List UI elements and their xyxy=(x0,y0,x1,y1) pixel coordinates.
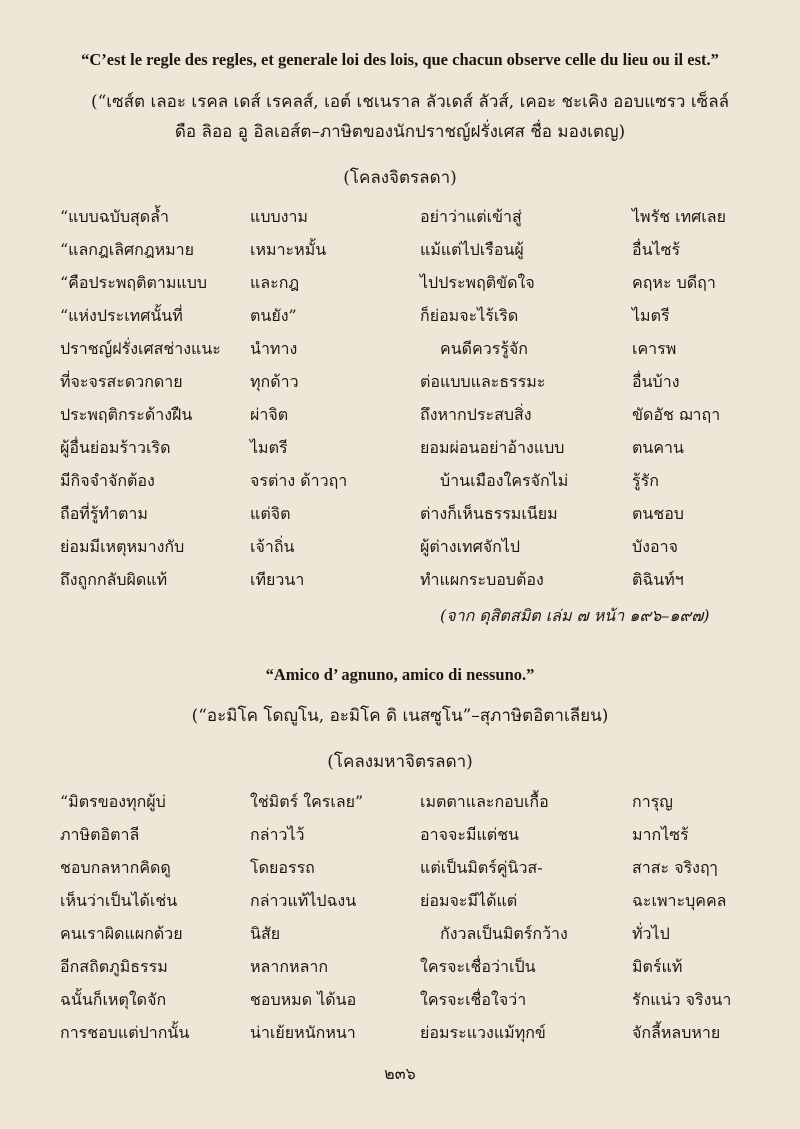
poem-line xyxy=(0,436,800,468)
poem-phrase: ภาษิตอิตาลี xyxy=(60,825,140,844)
poem-phrase: ต่างก็เห็นธรรมเนียม xyxy=(420,504,558,523)
poem-meter-heading-1: (โคลงจิตรลดา) xyxy=(343,168,457,188)
poem-phrase: ทำแผกระบอบต้อง xyxy=(420,570,544,589)
poem-phrase: เมตตาและกอบเกื้อ xyxy=(420,792,549,811)
poem-phrase: มากไซร้ xyxy=(632,825,689,844)
poem-phrase: สาสะ จริงฤๅ xyxy=(632,858,718,877)
poem-line xyxy=(0,271,800,303)
poem-phrase: คนเราผิดแผกด้วย xyxy=(60,924,183,943)
poem-line xyxy=(0,823,800,855)
poem-line xyxy=(0,238,800,270)
poem-phrase: ชอบกลหากคิดดู xyxy=(60,858,171,877)
poem-line xyxy=(0,502,800,534)
french-transliteration-line-2: ดือ ลิออ อู อิลเอส์ต–ภาษิตของนักปราชญ์ฝรั่งเศส ชื่อ มองเตญ) xyxy=(174,122,626,142)
poem-line xyxy=(0,988,800,1020)
poem-line xyxy=(0,922,800,954)
italian-transliteration: (“อะมิโค โดญูโน, อะมิโค ดิ เนสซูโน”–สุภาษิตอิตาเลียน) xyxy=(191,706,609,726)
poem-phrase: ขัดอัช ฌาฤา xyxy=(632,405,721,424)
poem-phrase: ไมตรี xyxy=(632,306,670,325)
poem-line xyxy=(0,790,800,822)
poem-phrase: มีกิจจำจักต้อง xyxy=(60,471,155,490)
poem-phrase: หลากหลาก xyxy=(250,957,329,976)
poem-phrase: ยอมผ่อนอย่าอ้างแบบ xyxy=(420,438,565,457)
poem-phrase: “แลกฎเลิศกฎหมาย xyxy=(60,240,195,259)
poem-phrase: และกฎ xyxy=(250,273,300,292)
poem-phrase: ถึงถูกกลับผิดแท้ xyxy=(60,570,168,589)
poem-line xyxy=(0,304,800,336)
poem-phrase: ใครจะเชื่อว่าเป็น xyxy=(420,957,536,976)
poem-phrase: นิสัย xyxy=(250,924,281,943)
poem-line xyxy=(0,955,800,987)
poem-phrase: ผู้ต่างเทศจักไป xyxy=(420,537,520,556)
poem-phrase: แม้แต่ไปเรือนผู้ xyxy=(420,240,524,259)
poem-phrase: เทียวนา xyxy=(250,570,305,589)
poem-phrase: โดยอรรถ xyxy=(250,858,315,877)
poem-phrase: อื่นไซร้ xyxy=(632,240,681,259)
poem-phrase: จักลี้หลบหาย xyxy=(632,1023,721,1042)
poem-phrase: คนดีควรรู้จัก xyxy=(440,339,528,358)
poem-line xyxy=(0,856,800,888)
poem-phrase: เจ้าถิ่น xyxy=(250,537,295,556)
page-number: ๒๓๖ xyxy=(384,1064,416,1083)
poem-phrase: ชอบหมด ได้นอ xyxy=(250,990,357,1009)
poem-phrase: การุญ xyxy=(632,792,673,811)
poem-phrase: อาจจะมีแต่ชน xyxy=(420,825,519,844)
poem-phrase: ตนคาน xyxy=(632,438,684,457)
french-proverb: “C’est le regle des regles, et generale loi des lois, que chacun observe celle du lieu ou il est.” xyxy=(81,50,719,69)
poem-phrase: ทั่วไป xyxy=(632,924,670,943)
poem-phrase: ฉะเพาะบุคคล xyxy=(632,891,727,910)
poem-phrase: นำทาง xyxy=(250,339,298,358)
poem-phrase: มิตร์แท้ xyxy=(632,957,683,976)
poem-phrase: ตนชอบ xyxy=(632,504,684,523)
french-transliteration-line-1: (“เซส์ต เลอะ เรคล เดส์ เรคลส์, เอต์ เชเนราล ลัวเดส์ ลัวส์, เคอะ ชะเคิง ออบแซรว เซ็ลล์ xyxy=(90,92,730,112)
poem-line xyxy=(0,889,800,921)
poem-phrase: ถึงหากประสบสิ่ง xyxy=(420,405,532,424)
poem-phrase: เห็นว่าเป็นได้เช่น xyxy=(60,891,178,910)
poem-phrase: ไมตรี xyxy=(250,438,288,457)
poem-phrase: ประพฤติกระด้างฝืน xyxy=(60,405,193,424)
poem-phrase: ทุกด้าว xyxy=(250,372,299,391)
poem-phrase: เหมาะหมั้น xyxy=(250,240,327,259)
poem-line xyxy=(0,370,800,402)
poem-phrase: ถือที่รู้ทำตาม xyxy=(60,504,148,523)
poem-phrase: ต่อแบบและธรรมะ xyxy=(420,372,546,391)
citation: (จาก ดุสิตสมิต เล่ม ๗ หน้า ๑๙๖–๑๙๗) xyxy=(440,606,710,625)
poem-phrase: “แบบฉบับสุดล้ำ xyxy=(60,207,169,226)
italian-proverb: “Amico d’ agnuno, amico di nessuno.” xyxy=(265,665,535,684)
poem-phrase: กล่าวไว้ xyxy=(250,825,305,844)
poem-phrase: ก็ย่อมจะไร้เริด xyxy=(420,306,519,325)
poem-phrase: จรต่าง ด้าวฤา xyxy=(250,471,348,490)
poem-phrase: “คือประพฤติตามแบบ xyxy=(60,273,208,292)
poem-phrase: “มิตรของทุกผู้บ่ xyxy=(60,792,166,811)
poem-phrase: การชอบแต่ปากนั้น xyxy=(60,1023,190,1042)
poem-phrase: อีกสถิตภูมิธรรม xyxy=(60,957,168,976)
poem-line xyxy=(0,337,800,369)
poem-line xyxy=(0,535,800,567)
poem-phrase: ย่อมระแวงแม้ทุกข์ xyxy=(420,1023,546,1042)
poem-meter-heading-2: (โคลงมหาจิตรลดา) xyxy=(327,752,473,772)
poem-phrase: เคารพ xyxy=(632,339,677,358)
poem-phrase: ย่อมจะมีได้แต่ xyxy=(420,891,518,910)
poem-phrase: ผู้อื่นย่อมร้าวเริด xyxy=(60,438,171,457)
poem-phrase: ผ่าจิต xyxy=(250,405,289,424)
poem-phrase: บ้านเมืองใครจักไม่ xyxy=(440,471,569,490)
poem-phrase: กล่าวแท้ไปฉงน xyxy=(250,891,357,910)
poem-line xyxy=(0,469,800,501)
poem-line xyxy=(0,403,800,435)
poem-phrase: ที่จะจรสะดวกดาย xyxy=(60,372,183,391)
poem-phrase: แต่เป็นมิตร์คู่นิวส- xyxy=(420,858,543,877)
poem-phrase: น่าเย้ยหนักหนา xyxy=(250,1023,356,1042)
poem-phrase: ไปประพฤติขัดใจ xyxy=(420,273,535,292)
poem-line xyxy=(0,568,800,600)
poem-phrase: ฉนั้นก็เหตุใดจัก xyxy=(60,990,167,1009)
poem-phrase: ไพรัช เทศเลย xyxy=(632,207,726,226)
poem-phrase: แต่จิต xyxy=(250,504,291,523)
poem-phrase: อื่นบ้าง xyxy=(632,372,680,391)
poem-phrase: “แห่งประเทศนั้นที่ xyxy=(60,306,183,325)
poem-phrase: ใครจะเชื่อใจว่า xyxy=(420,990,527,1009)
poem-line xyxy=(0,1021,800,1053)
poem-phrase: ปราชญ์ฝรั่งเศสช่างแนะ xyxy=(60,339,221,358)
poem-phrase: ติฉินท์ฯ xyxy=(632,570,684,589)
poem-phrase: รู้รัก xyxy=(632,471,659,490)
poem-phrase: บังอาจ xyxy=(632,537,678,556)
poem-phrase: ตนยัง” xyxy=(250,306,297,325)
poem-phrase: ย่อมมีเหตุหมางกับ xyxy=(60,537,185,556)
poem-phrase: แบบงาม xyxy=(250,207,308,226)
poem-phrase: ใช่มิตร์ ใครเลย” xyxy=(250,792,364,811)
poem-phrase: กังวลเป็นมิตร์กว้าง xyxy=(440,924,568,943)
poem-phrase: รักแน่ว จริงนา xyxy=(632,990,732,1009)
poem-phrase: อย่าว่าแต่เข้าสู่ xyxy=(420,207,522,226)
poem-line xyxy=(0,205,800,237)
poem-phrase: คฤหะ บดีฤา xyxy=(632,273,716,292)
